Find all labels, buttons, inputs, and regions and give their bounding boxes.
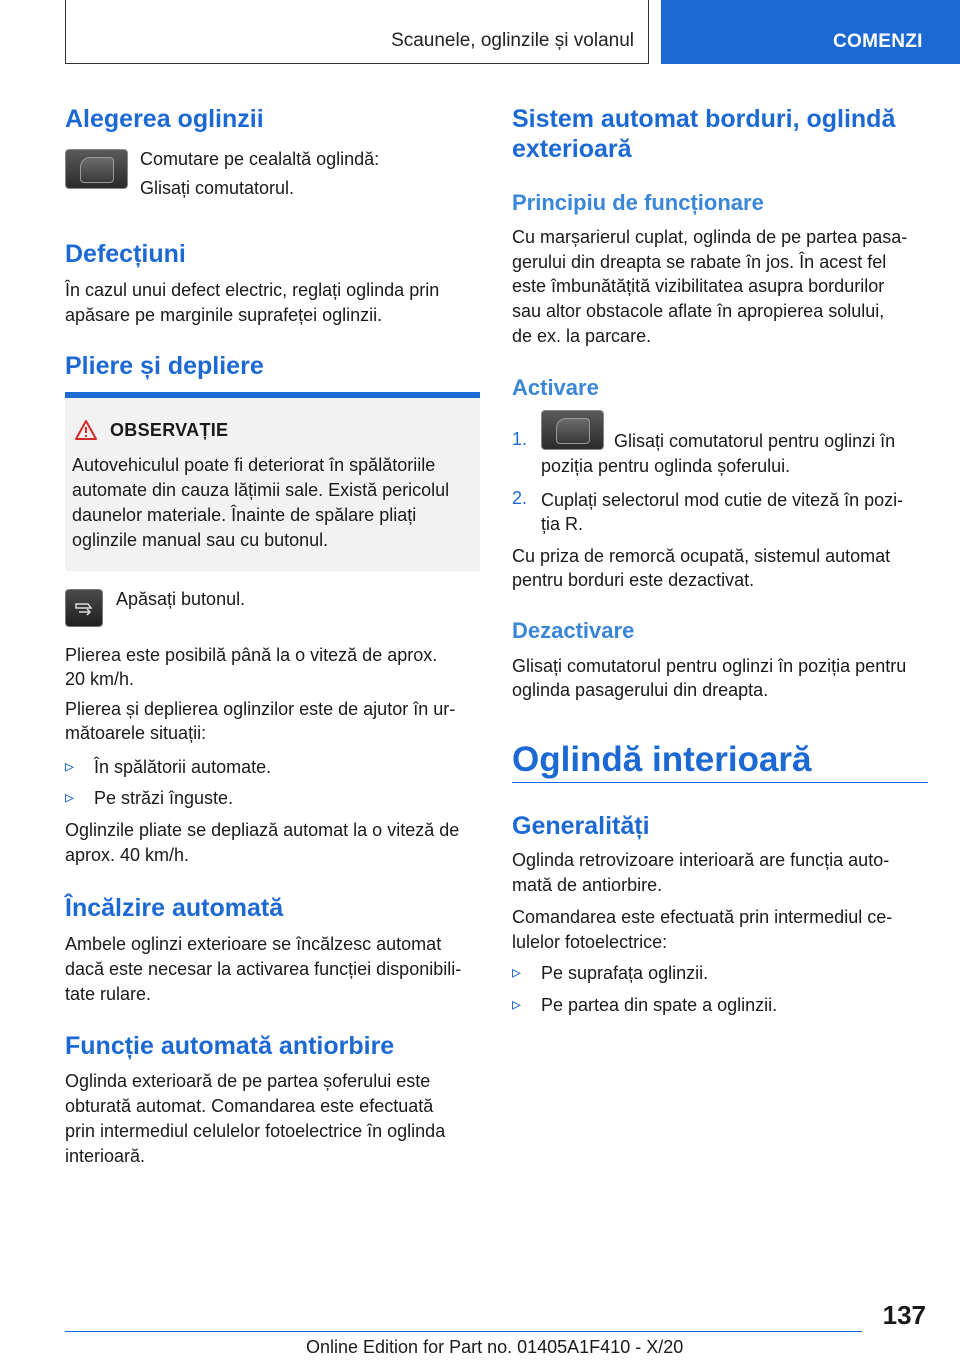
triangle-bullet-icon: ▹ — [512, 962, 522, 982]
step-2-number: 2. — [512, 488, 528, 508]
step-1-line-1: Glisați comutatorul pentru oglinzi în — [614, 431, 896, 451]
heading-sistem-borduri-line-1: Sistem automat borduri, oglindă — [512, 105, 896, 133]
warning-line-2: automate din cauza lățimii sale. Există pericolul — [72, 480, 450, 500]
warning-line-3: daunelor materiale. Înainte de spălare pliați — [72, 505, 417, 525]
defectiuni-line-1: În cazul unui defect electric, reglați oglinda prin — [65, 280, 440, 300]
principiu-line-5: de ex. la parcare. — [512, 326, 652, 346]
step-2-line-1: Cuplați selectorul mod cutie de viteză în pozi- — [541, 490, 904, 510]
heading-sistem-borduri-line-2: exterioară — [512, 135, 632, 163]
triangle-bullet-icon: ▹ — [65, 787, 75, 807]
chapter-tab-label: COMENZI — [833, 31, 923, 52]
pliere-line-5: Oglinzile pliate se depliază automat la o viteză de — [65, 820, 460, 840]
mirror-switch-icon — [541, 410, 604, 450]
page-number: 137 — [882, 1300, 926, 1330]
antiorbire-line-4: interioară. — [65, 1146, 146, 1166]
generalitati-line-3: Comandarea este efectuată prin intermediul ce- — [512, 907, 893, 927]
antiorbire-line-3: prin intermediul celulelor fotoelectrice în oglinda — [65, 1121, 446, 1141]
heading-pliere-depliere: Pliere și depliere — [65, 352, 264, 380]
triangle-bullet-icon: ▹ — [65, 756, 75, 776]
warning-triangle-icon — [74, 419, 98, 441]
step-2-line-2: ția R. — [541, 514, 584, 534]
heading-alegerea-oglinzii: Alegerea oglinzii — [65, 105, 264, 133]
heading-oglinda-interioara: Oglindă interioară — [512, 740, 812, 779]
dezactivare-line-1: Glisați comutatorul pentru oglinzi în poziția pentru — [512, 656, 907, 676]
step-1-number: 1. — [512, 429, 528, 449]
heading-principiu: Principiu de funcționare — [512, 190, 764, 215]
defectiuni-line-2: apăsare pe marginile suprafeței oglinzii. — [65, 305, 383, 325]
pliere-line-1: Plierea este posibilă până la o viteză de aprox. — [65, 645, 438, 665]
footer-rule — [65, 1331, 862, 1332]
warning-line-4: oglinzile manual sau cu butonul. — [72, 530, 329, 550]
pliere-line-4: mătoarele situații: — [65, 723, 207, 743]
pliere-line-2: 20 km/h. — [65, 669, 135, 689]
principiu-line-2: gerului din dreapta se rabate în jos. În acest fel — [512, 252, 887, 272]
generalitati-line-4: lulelor fotoelectrice: — [512, 932, 668, 952]
footer-edition: Online Edition for Part no. 01405A1F410 - X/20 — [306, 1337, 684, 1357]
incalzire-line-2: dacă este necesar la activarea funcției disponibili- — [65, 959, 462, 979]
triangle-bullet-icon: ▹ — [512, 994, 522, 1014]
generalitati-line-2: mată de antiorbire. — [512, 875, 663, 895]
pliere-line-3: Plierea și deplierea oglinzilor este de ajutor în ur- — [65, 699, 456, 719]
incalzire-line-3: tate rulare. — [65, 984, 152, 1004]
alegere-text-2: Glisați comutatorul. — [140, 178, 295, 198]
step-1-line-2: poziția pentru oglinda șoferului. — [541, 456, 791, 476]
principiu-line-3: este îmbunătățită vizibilitatea asupra bordurilor — [512, 276, 885, 296]
generalitati-bullet-2: Pe partea din spate a oglinzii. — [541, 995, 778, 1015]
heading-antiorbire: Funcție automată antiorbire — [65, 1032, 395, 1060]
warning-line-1: Autovehiculul poate fi deteriorat în spălătoriile — [72, 455, 436, 475]
press-button-text: Apăsați butonul. — [116, 589, 246, 609]
generalitati-line-1: Oglinda retrovizoare interioară are funcția auto- — [512, 850, 890, 870]
principiu-line-4: sau altor obstacole aflate în apropierea solului, — [512, 301, 885, 321]
chapter-tab — [661, 0, 960, 64]
antiorbire-line-2: obturată automat. Comandarea este efectuată — [65, 1096, 434, 1116]
heading-defectiuni: Defecțiuni — [65, 240, 186, 268]
antiorbire-line-1: Oglinda exterioară de pe partea șoferului este — [65, 1071, 431, 1091]
heading-incalzire-automata: Încălzire automată — [65, 894, 284, 922]
generalitati-bullet-1: Pe suprafața oglinzii. — [541, 963, 709, 983]
pliere-line-6: aprox. 40 km/h. — [65, 845, 190, 865]
mirror-switch-icon — [65, 149, 128, 189]
activare-line-1: Cu priza de remorcă ocupată, sistemul automat — [512, 546, 891, 566]
alegere-text-1: Comutare pe cealaltă oglindă: — [140, 149, 380, 169]
heading-generalitati: Generalități — [512, 812, 650, 840]
mirror-fold-button-icon — [65, 589, 103, 627]
warning-title: OBSERVAȚIE — [110, 420, 229, 440]
heading-activare: Activare — [512, 375, 599, 400]
section-rule — [512, 782, 928, 783]
principiu-line-1: Cu marșarierul cuplat, oglinda de pe partea pasa- — [512, 227, 908, 247]
activare-line-2: pentru borduri este dezactivat. — [512, 570, 755, 590]
dezactivare-line-2: oglinda pasagerului din dreapta. — [512, 680, 769, 700]
running-header-box — [65, 0, 649, 64]
heading-dezactivare: Dezactivare — [512, 618, 635, 643]
incalzire-line-1: Ambele oglinzi exterioare se încălzesc automat — [65, 934, 442, 954]
pliere-bullet-1: În spălătorii automate. — [94, 757, 272, 777]
running-header-section: Scaunele, oglinzile și volanul — [391, 30, 634, 51]
pliere-bullet-2: Pe străzi înguste. — [94, 788, 234, 808]
